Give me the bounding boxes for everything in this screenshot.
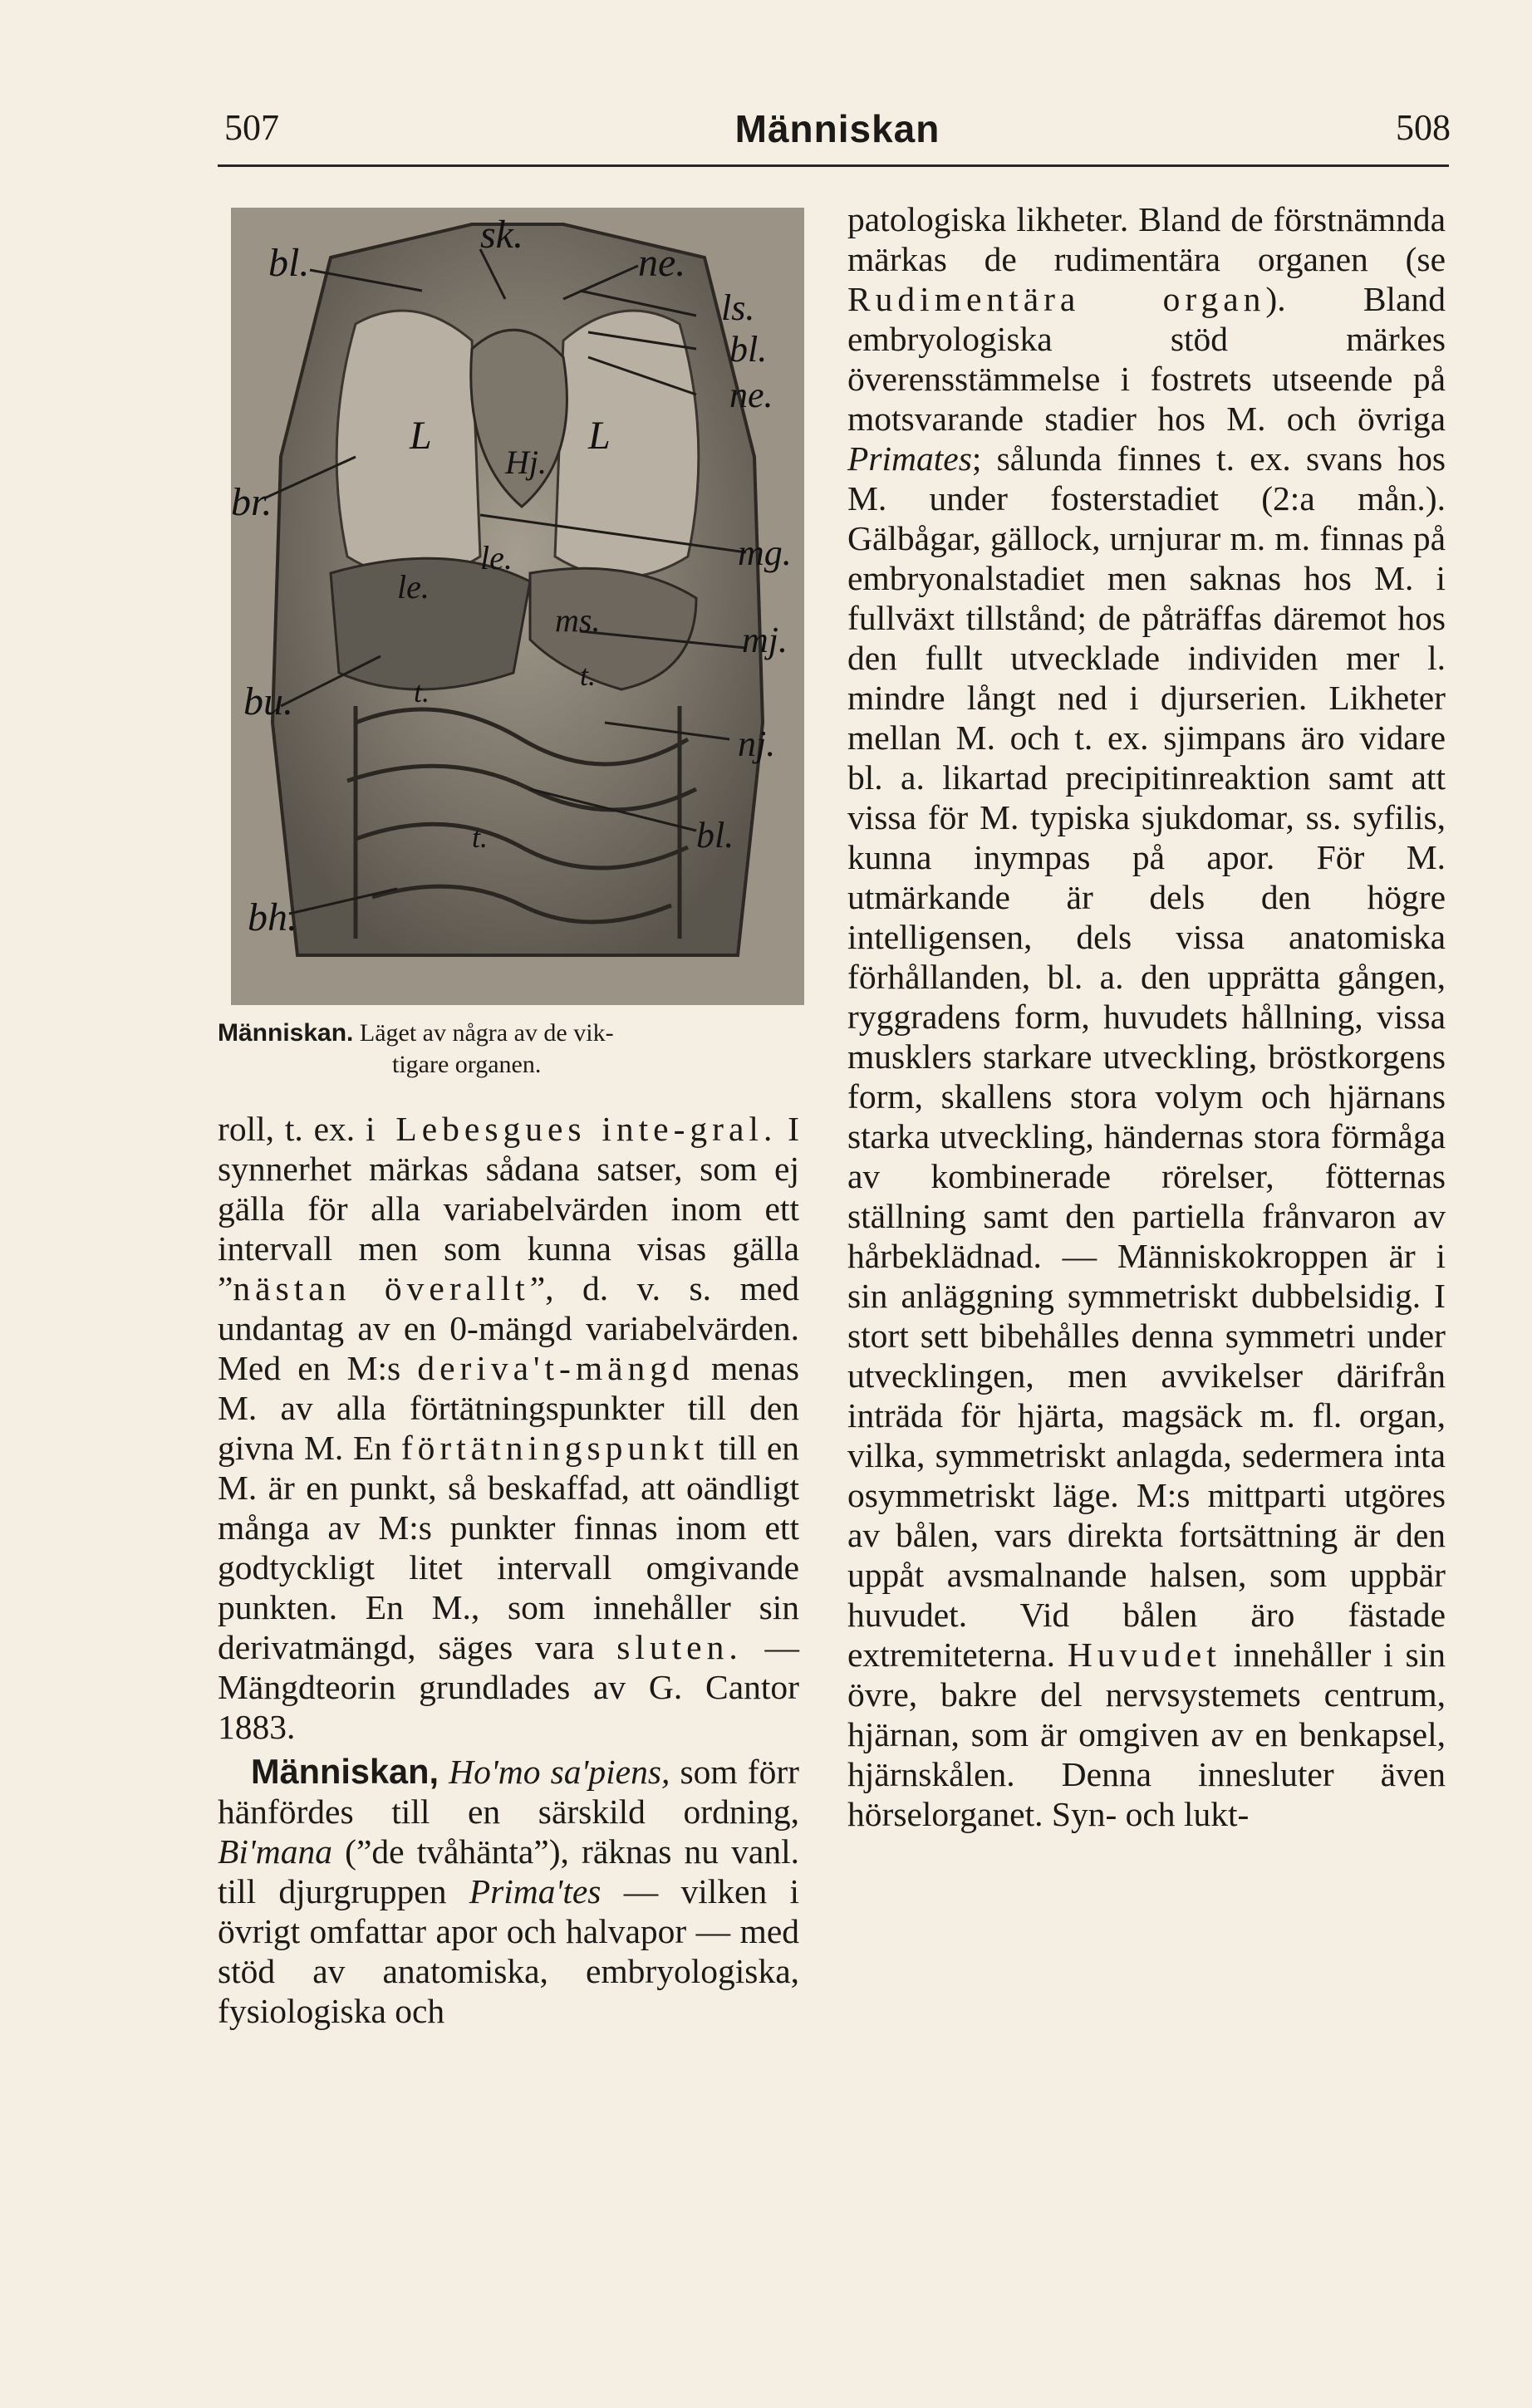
spaced-term-fortatningspunkt: förtätningspunkt bbox=[400, 1429, 710, 1467]
text-run: till en M. är en punkt, så beskaffad, att oändligt många av M:s punkter finnas inom ett godtyckligt litet intervall omgivande punkten. En M., som innehåller sin derivatmängd, säges vara bbox=[218, 1429, 799, 1666]
header-rule bbox=[218, 164, 1449, 167]
text-run: som förr hänfördes till en särskild ordning, bbox=[218, 1753, 800, 1831]
label-mg: mg. bbox=[738, 532, 792, 573]
text-run: I synnerhet märkas sådana satser, som ej gälla för alla variabelvärden inom ett intervall men som kunna visas gälla ” bbox=[218, 1110, 799, 1307]
label-bu: bu. bbox=[243, 679, 293, 723]
anatomy-figure bbox=[231, 208, 804, 1005]
caption-line-1: Läget av några av de vik- bbox=[359, 1019, 614, 1047]
term-bimana: Bi'mana bbox=[218, 1832, 332, 1871]
spaced-term-nastan: nästan överallt bbox=[233, 1269, 530, 1307]
figure-caption bbox=[218, 1018, 816, 1081]
right-column bbox=[847, 199, 1446, 1834]
text-run: — Mängdteorin grundlades av G. Cantor 1883. bbox=[218, 1628, 800, 1746]
term-primates: Prima'tes bbox=[469, 1872, 602, 1910]
label-ms: ms. bbox=[555, 601, 601, 639]
left-column bbox=[218, 1109, 799, 2031]
label-le-2: le. bbox=[480, 539, 513, 576]
text-run: ”, d. v. s. med undantag av en 0-mängd variabelvärden. Med en M:s bbox=[218, 1269, 799, 1387]
label-mj: mj. bbox=[742, 620, 788, 660]
label-le-1: le. bbox=[397, 568, 430, 606]
spaced-term-sluten: sluten. bbox=[616, 1628, 743, 1666]
label-L-right: L bbox=[588, 414, 611, 458]
text-run: ). Bland embryologiska stöd märkes överensstämmelse i fostrets utseende på motsvarande stadier hos M. och övriga bbox=[847, 280, 1446, 438]
text-run bbox=[439, 1753, 449, 1791]
running-title: Människan bbox=[734, 107, 940, 150]
label-br: br. bbox=[231, 480, 273, 524]
label-ne-1: ne. bbox=[638, 241, 686, 285]
label-ne-2: ne. bbox=[729, 375, 773, 415]
term-primates: Primates bbox=[847, 439, 972, 478]
cross-reference-rudimentara-organ: Rudimentära organ bbox=[847, 280, 1266, 318]
label-bl-1: bl. bbox=[268, 241, 310, 285]
label-bh: bh. bbox=[248, 895, 297, 939]
text-run: roll, t. ex. bbox=[218, 1110, 366, 1148]
label-Hj: Hj. bbox=[505, 444, 547, 481]
paragraph-continued bbox=[847, 199, 1446, 1834]
left-lung bbox=[336, 311, 480, 577]
text-run: ; sålunda finnes t. ex. svans hos M. under fosterstadiet (2:a mån.). Gälbågar, gällock, urnjurar m. m. finnas på embryonalstadiet men saknas hos M. i fullväxt tillstånd; de påträffas däremot hos den fullt utvecklade individen mer l. mindre långt ned i djurserien. Likheter mellan M. och t. ex. sjimpans äro vidare bl. a. likartad precipitinreaktion samt att vissa för M. typiska sjukdomar, ss. syfilis, kunna inympas på apor. För M. utmärkande är dels den högre intelligensen, dels vissa anatomiska förhållanden, bl. a. den upprätta gången, ryggradens form, huvudets hållning, vissa musklers starkare utveckling, bröstkorgens form, skallens stora volym och hjärnans starka utveckling, händernas stora förmåga av kombinerade rörelser, fötternas ställning samt den partiella frånvaron av hårbeklädnad. — Människokroppen är i sin anläggning symmetriskt dubbelsidig. I stort sett bibehålles denna symmetri under utvecklingen, men avvikelser därifrån inträda för hjärta, magsäck m. fl. organ, vilka, symmetriskt anlagda, sedermera inta osymmetriskt läge. M:s mittparti utgöres av bålen, vars direkta fortsättning är den uppåt avsmalnande halsen, som uppbär huvudet. Vid bålen äro fästade extremiteterna. bbox=[847, 439, 1446, 1674]
text-run: innehåller i sin övre, bakre del nervsystemets centrum, hjärnan, som är omgiven av en benkapsel, hjärnskålen. Denna innesluter även hörselorganet. Syn- och lukt- bbox=[847, 1636, 1446, 1833]
text-run: menas M. av alla förtätningspunkter till den givna M. En bbox=[218, 1349, 799, 1467]
label-sk: sk. bbox=[480, 213, 523, 257]
label-nj: nj. bbox=[738, 723, 776, 764]
caption-title: Människan. bbox=[218, 1019, 354, 1047]
text-run: patologiska likheter. Bland de förstnämnda märkas de rudimentära organen (se bbox=[847, 200, 1446, 278]
right-lung bbox=[555, 311, 699, 577]
spaced-term-derivatmangd: deriva't-mängd bbox=[417, 1349, 695, 1387]
label-ls: ls. bbox=[721, 287, 755, 328]
paragraph-manniskan bbox=[218, 1752, 799, 2031]
label-t-1: t. bbox=[414, 675, 430, 709]
anatomy-illustration bbox=[231, 208, 804, 1005]
label-L-left: L bbox=[410, 414, 432, 458]
label-t-3: t. bbox=[472, 821, 489, 854]
paragraph-mangdlara-end bbox=[218, 1109, 799, 1747]
text-run: — vilken i övrigt omfattar apor och halvapor — med stöd av anatomiska, embryologiska, fysiologiska och bbox=[218, 1872, 799, 2030]
page-number-left: 507 bbox=[224, 107, 279, 148]
entry-headword: Människan, bbox=[251, 1752, 439, 1791]
liver bbox=[331, 558, 530, 689]
label-t-2: t. bbox=[580, 659, 597, 692]
latin-name: Ho'mo sa'piens, bbox=[449, 1753, 670, 1791]
page-number-right: 508 bbox=[1396, 107, 1451, 148]
page-header bbox=[224, 106, 1451, 166]
spaced-term-lebesgue: i Lebesgues inte-gral. bbox=[366, 1110, 778, 1148]
caption-line-2: tigare organen. bbox=[392, 1051, 542, 1078]
label-bl-3: bl. bbox=[696, 815, 734, 856]
text-run: (”de tvåhänta”), räknas nu vanl. till djurgruppen bbox=[218, 1832, 799, 1910]
spaced-term-huvudet: Huvudet bbox=[1067, 1636, 1221, 1674]
label-bl-2: bl. bbox=[729, 329, 768, 370]
